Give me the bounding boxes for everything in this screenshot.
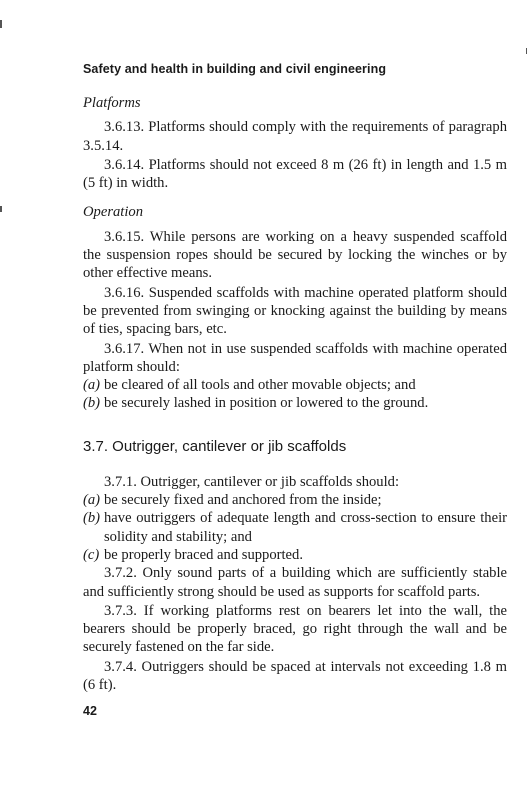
list-item [83, 376, 507, 394]
paragraph-3-6-17: 3.6.17. When not in use suspended scaffolds with machine operated platform should: [83, 340, 507, 375]
list-item [83, 394, 507, 412]
list-item-text: be properly braced and supported. [104, 546, 303, 563]
subheading-operation: Operation [83, 204, 143, 221]
page-number: 42 [83, 704, 97, 718]
list-item-text: be cleared of all tools and other movable objects; and [104, 377, 416, 394]
paragraph-3-7-1: 3.7.1. Outrigger, cantilever or jib scaffolds should: [104, 473, 400, 490]
list-item [83, 491, 507, 509]
paragraph-3-6-13: 3.6.13. Platforms should comply with the requirements of paragraph 3.5.14. [83, 119, 507, 154]
list-item-text: have outriggers of adequate length and cross-section to ensure their solidity and stability; and [104, 510, 507, 545]
paragraph-3-6-15: 3.6.15. While persons are working on a heavy suspended scaffold the suspension ropes should be secured by locking the winches or by other effective means. [83, 228, 507, 282]
edge-mark [0, 206, 2, 212]
paragraph-3-7-4: 3.7.4. Outriggers should be spaced at intervals not exceeding 1.8 m (6 ft). [83, 658, 507, 694]
list-marker: (b) [83, 510, 101, 527]
running-head: Safety and health in building and civil engineering [83, 62, 387, 76]
list-item-text: be securely lashed in position or lowered to the ground. [104, 395, 429, 412]
paragraph-3-7-3: 3.7.3. If working platforms rest on bearers let into the wall, the bearers should be properly braced, go right through the wall and be securely fastened on the far side. [83, 602, 507, 656]
list-marker: (b) [83, 395, 101, 412]
list-item-text: be securely fixed and anchored from the inside; [104, 492, 382, 509]
edge-mark [526, 48, 527, 54]
list-item [83, 509, 507, 546]
list-marker: (a) [83, 377, 101, 394]
list-item [83, 546, 507, 564]
subheading-platforms: Platforms [83, 95, 141, 111]
body-text [83, 94, 507, 694]
paragraph-3-6-16: 3.6.16. Suspended scaffolds with machine operated platform should be prevented from swinging or knocking against the building by means of ties, spacing bars, etc. [83, 284, 507, 338]
list-marker: (a) [83, 492, 101, 509]
section-heading-3-7: 3.7. Outrigger, cantilever or jib scaffolds [83, 437, 347, 455]
paragraph-3-7-2: 3.7.2. Only sound parts of a building which are sufficiently stable and sufficiently strong should be used as supports for scaffold parts. [83, 565, 507, 600]
list-marker: (c) [83, 546, 100, 563]
paragraph-3-6-14: 3.6.14. Platforms should not exceed 8 m (26 ft) in length and 1.5 m (5 ft) in width. [83, 156, 507, 192]
edge-mark [0, 20, 2, 28]
